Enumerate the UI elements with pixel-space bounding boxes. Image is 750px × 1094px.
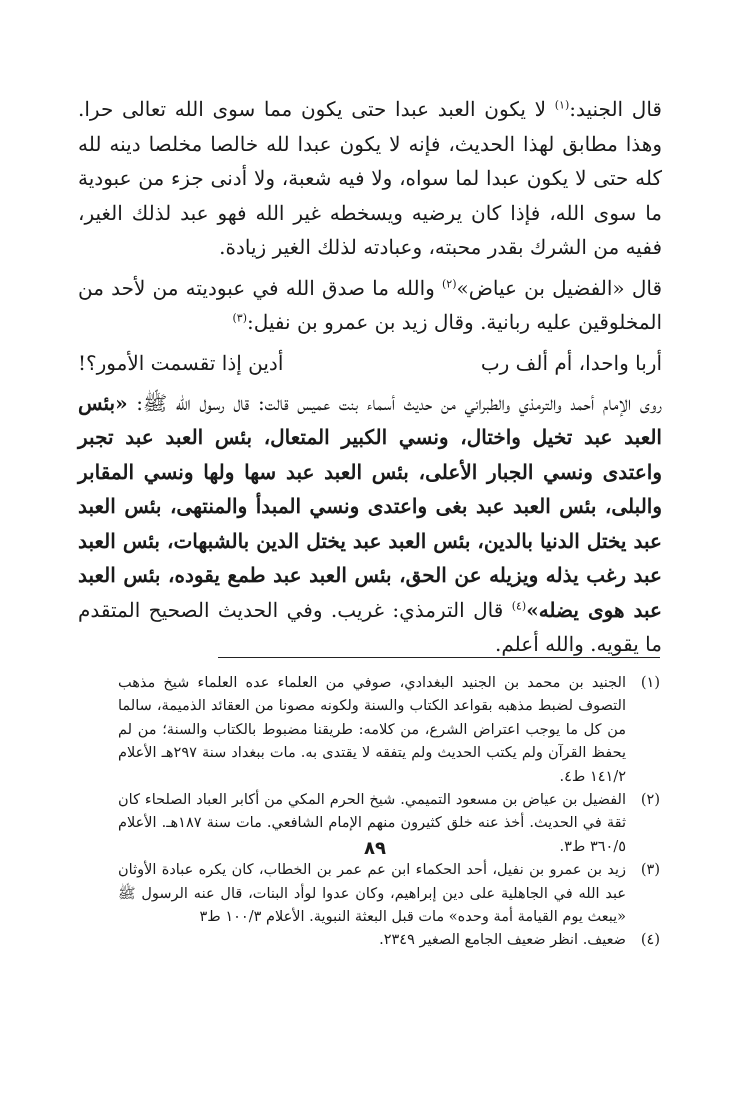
hadith-text: «بئس العبد عبد تخيل واختال، ونسي الكبير المتعال، بئس العبد عبد تجبر واعتدى ونسي الجبار الأعلى، بئس العبد عبد سها ولها ونسي المقابر والبلى، بئس العبد عبد بغى واعتدى ونسي المبدأ والمنتهى، بئس العبد عبد يختل الدنيا بالدين، بئس العبد عبد يختل الدين بالشبهات، بئس العبد عبد رغب يذله ويزيله عن الحق، بئس العبد عبد طمع يقوده، بئس العبد عبد هوى يضله» xyxy=(78,390,662,622)
paragraph-text: قال «الفضيل بن عياض» xyxy=(456,275,663,300)
main-text xyxy=(78,92,662,662)
verse-second-hemistich: أدين إذا تقسمت الأمور؟! xyxy=(78,350,284,375)
footnote-text: الجنيد بن محمد بن الجنيد البغدادي، صوفي من العلماء عده العلماء شيخ مذهب التصوف لضبط مذهبه بقواعد الكتاب والسنة ولكونه مصونا من العقائد الذميمة، سالما من كل ما يوجب اعتراض الشرع، من كلامه: طريقنا مضبوط بالكتاب والسنة؛ من لم يحفظ القرآن ولم يكتب الحديث ولم يتفقه لا يقتدى به. مات ببغداد سنة ٢٩٧هـ الأعلام ١٤١/٢ ط٤. xyxy=(118,675,627,785)
footnotes xyxy=(118,672,660,953)
footnote-number: (١) xyxy=(640,675,660,691)
footnote-ref: (٣) xyxy=(232,311,247,325)
footnote-separator xyxy=(218,657,660,658)
paragraph-text: قال الجنيد: xyxy=(569,97,662,121)
paragraph-text: والله ما صدق الله في عبوديته من لأحد من المخلوقين عليه ربانية. وقال زيد بن عمرو بن نفيل: xyxy=(78,275,662,334)
footnote-text: الفضيل بن عياض بن مسعود التميمي. شيخ الحرم المكي من أكابر العباد الصلحاء كان ثقة في الحديث. أخذ عنه خلق كثيرون منهم الإمام الشافعي. مات سنة ١٨٧هـ. الأعلام ٣٦٠/٥ ط٣. xyxy=(118,792,626,855)
footnote-number: (٢) xyxy=(640,792,660,809)
paragraph-text: قال الترمذي: غريب. وفي الحديث الصحيح المتقدم ما يقويه. والله أعلم. xyxy=(78,597,662,656)
page-number: ٨٩ xyxy=(364,838,386,859)
footnote-number: (٤) xyxy=(640,932,660,949)
poetry-verse xyxy=(78,346,662,380)
footnote-item xyxy=(118,672,660,789)
verse-first-hemistich: أربا واحدا، أم ألف رب xyxy=(480,350,662,375)
footnote-ref: (٢) xyxy=(441,276,457,290)
footnote-text: ضعيف. انظر ضعيف الجامع الصغير ٢٣٤٩. xyxy=(379,932,626,949)
paragraph-text: روى الإمام أحمد والترمذي والطبراني من حديث أسماء بنت عميس قالت: قال رسول الله ﷺ: xyxy=(127,390,662,415)
footnote-ref: (٤) xyxy=(511,598,527,612)
footnote-ref: (١) xyxy=(554,98,570,112)
paragraph-text: لا يكون العبد عبدا حتى يكون مما سوى الله تعالى حرا. وهذا مطابق لهذا الحديث، فإنه لا يكون عبدا لله خالصا مخلصا دينه لله كله حتى لا يكون عبدا لما سواه، ولا فيه شعبة، ولا أدنى جزء من عبودية ما سوى الله، فإذا كان يرضيه ويسخطه غير الله فهو عبد لذلك الغير، ففيه من الشرك بقدر محبته، وعبادته لذلك الغير زيادة. xyxy=(78,97,662,259)
footnote-item xyxy=(118,929,660,952)
paragraph-hadith xyxy=(78,386,662,662)
footnote-number: (٣) xyxy=(640,862,660,879)
paragraph-fudayl xyxy=(78,271,662,340)
paragraph-junaid xyxy=(78,92,662,265)
footnote-text: زيد بن عمرو بن نفيل، أحد الحكماء ابن عم عمر بن الخطاب، كان يكره عبادة الأوثان عبد الله في الجاهلية على دين إبراهيم، وكان عدوا لوأد البنات، قال عنه الرسول ﷺ «يبعث يوم القيامة أمة وحده» مات قبل البعثة النبوية. الأعلام ١٠٠/٣ ط٣ xyxy=(118,862,626,926)
footnote-item xyxy=(118,859,660,929)
